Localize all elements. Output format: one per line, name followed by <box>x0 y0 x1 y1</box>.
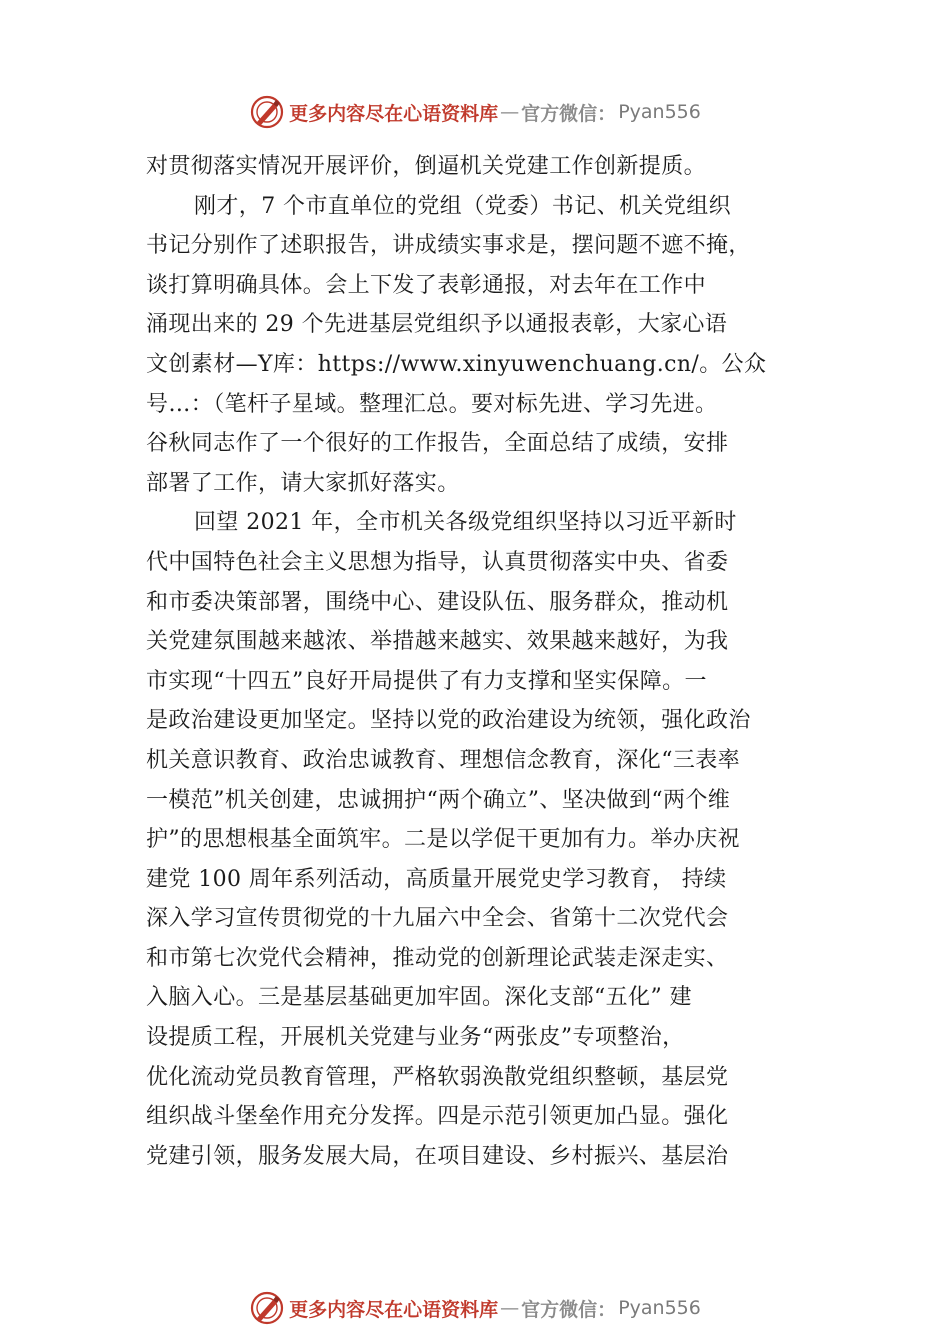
body-line: 代中国特色社会主义思想为指导，认真贯彻落实中央、省委 <box>146 549 729 575</box>
body-line: 市实现“十四五”良好开局提供了有力支撑和坚实保障。一 <box>146 668 707 694</box>
body-line: 组织战斗堡垒作用充分发挥。四是示范引领更加凸显。强化 <box>146 1104 729 1130</box>
body-line: 文创素材—Y库：https://www.xinyuwenchuang.cn/。公众 <box>146 351 767 377</box>
body-line: 党建引领，服务发展大局，在项目建设、乡村振兴、基层治 <box>146 1143 729 1169</box>
body-line: 深入学习宣传贯彻党的十九届六中全会、省第十二次党代会 <box>146 906 729 932</box>
body-line: 机关意识教育、政治忠诚教育、理想信念教育，深化“三表率 <box>146 747 741 773</box>
body-line: 号…：（笔杆子星域。整理汇总。要对标先进、学习先进。 <box>146 391 718 417</box>
body-line: 优化流动党员教育管理，严格软弱涣散党组织整顿，基层党 <box>146 1064 729 1090</box>
body-line: 关党建氛围越来越浓、举措越来越实、效果越来越好，为我 <box>146 629 729 655</box>
body-line: 部署了工作，请大家抓好落实。 <box>146 470 460 496</box>
body-line: 刚才，7 个市直单位的党组（党委）书记、机关党组织 <box>194 193 731 219</box>
header-watermark-banner <box>0 92 950 132</box>
body-line: 对贯彻落实情况开展评价，倒逼机关党建工作创新提质。 <box>146 154 707 179</box>
body-line: 谷秋同志作了一个很好的工作报告，全面总结了成绩，安排 <box>146 431 729 457</box>
body-line: 涌现出来的 29 个先进基层党组织予以通报表彰，大家心语 <box>146 312 728 338</box>
body-line: 和市第七次党代会精神，推动党的创新理论武装走深走实、 <box>146 945 729 971</box>
banner-separator: — <box>500 1297 520 1319</box>
document-body <box>146 147 826 1176</box>
body-line: 入脑入心。三是基层基础更加牢固。深化支部“五化” 建 <box>146 985 692 1011</box>
pen-logo-icon <box>249 94 285 130</box>
body-line: 谈打算明确具体。会上下发了表彰通报，对去年在工作中 <box>146 272 707 298</box>
body-line: 一模范”机关创建，忠诚拥护“两个确立”、坚决做到“两个维 <box>146 787 731 813</box>
pen-logo-icon <box>249 1290 285 1326</box>
banner-wechat-label: 官方微信： <box>521 102 617 125</box>
body-line: 是政治建设更加坚定。坚持以党的政治建设为统领，强化政治 <box>146 708 751 734</box>
banner-wechat-id: Pyan556 <box>618 1297 701 1319</box>
banner-wechat-label: 官方微信： <box>521 1298 617 1321</box>
body-line: 和市委决策部署，围绕中心、建设队伍、服务群众，推动机 <box>146 589 729 615</box>
body-line: 回望 2021 年，全市机关各级党组织坚持以习近平新时 <box>194 510 737 536</box>
footer-watermark-banner <box>0 1288 950 1328</box>
body-line: 设提质工程，开展机关党建与业务“两张皮”专项整治， <box>146 1025 685 1051</box>
banner-separator: — <box>500 101 520 123</box>
body-line: 护”的思想根基全面筑牢。二是以学促干更加有力。举办庆祝 <box>146 827 741 853</box>
banner-text: 更多内容尽在心语资料库 <box>289 102 499 125</box>
body-line: 书记分别作了述职报告，讲成绩实事求是，摆问题不遮不掩， <box>146 233 751 259</box>
body-line: 建党 100 周年系列活动，高质量开展党史学习教育， 持续 <box>146 866 727 892</box>
banner-wechat-id: Pyan556 <box>618 101 701 123</box>
banner-text: 更多内容尽在心语资料库 <box>289 1298 499 1321</box>
